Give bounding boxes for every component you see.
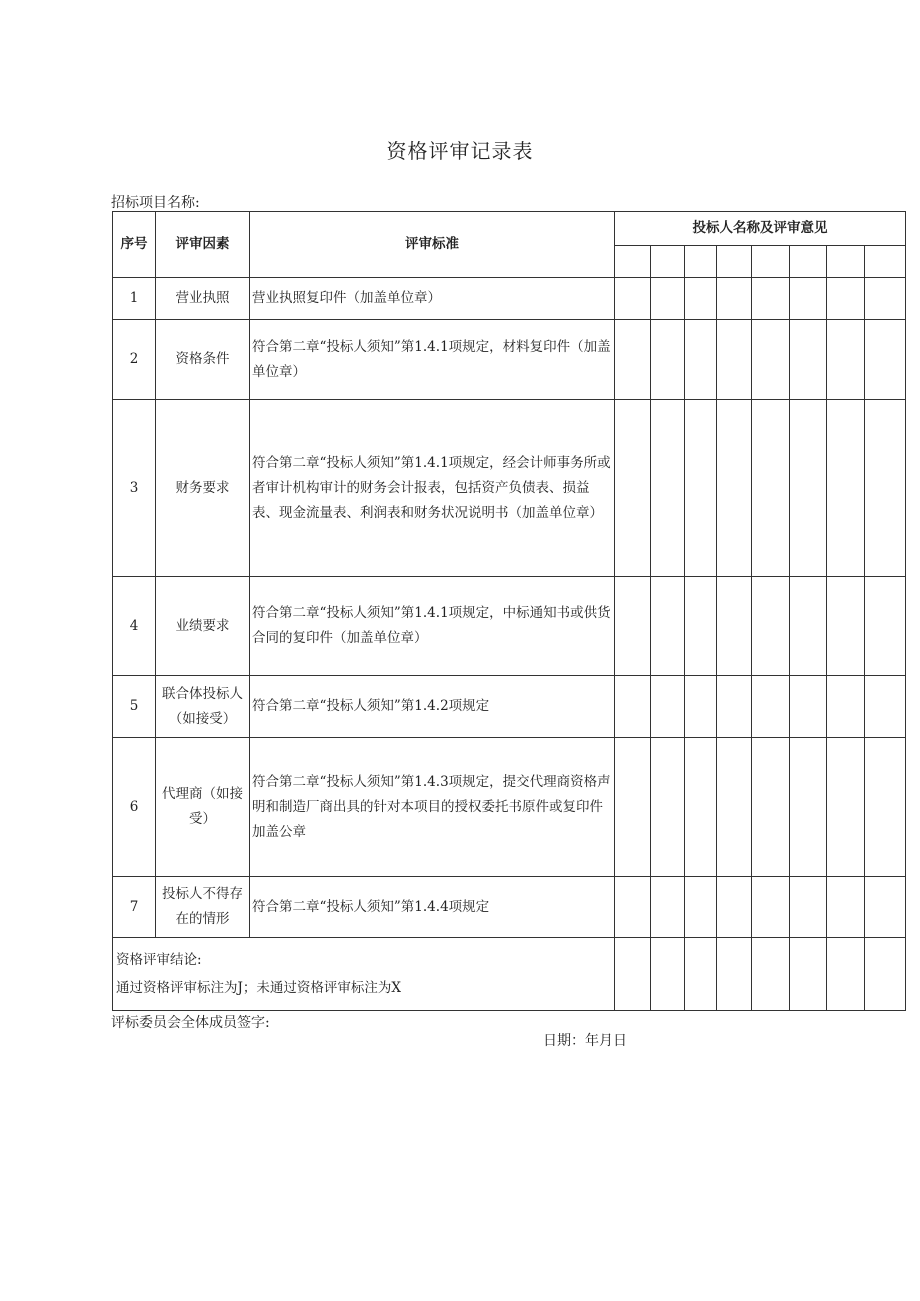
evaluation-cell[interactable] (651, 320, 685, 400)
row-criteria: 符合第二章“投标人须知”第1.4.1项规定，经会计师事务所或者审计机构审计的财务会计报表，包括资产负债表、损益表、现金流量表、利润表和财务状况说明书（加盖单位章） (250, 400, 615, 577)
row-seq: 7 (113, 877, 156, 938)
row-factor: 代理商（如接受） (156, 738, 250, 877)
evaluation-cell[interactable] (651, 676, 685, 738)
row-factor: 营业执照 (156, 278, 250, 320)
evaluation-cell[interactable] (615, 877, 651, 938)
evaluation-cell[interactable] (790, 278, 827, 320)
evaluation-cell[interactable] (827, 877, 865, 938)
bidder-column[interactable] (752, 246, 790, 278)
evaluation-cell[interactable] (827, 577, 865, 676)
conclusion-result-cell[interactable] (790, 938, 827, 1011)
row-factor: 资格条件 (156, 320, 250, 400)
evaluation-cell[interactable] (717, 320, 752, 400)
header-factor: 评审因素 (156, 212, 250, 278)
evaluation-cell[interactable] (827, 676, 865, 738)
evaluation-cell[interactable] (752, 400, 790, 577)
project-name-label: 招标项目名称: (111, 195, 200, 211)
evaluation-cell[interactable] (752, 320, 790, 400)
review-table (112, 211, 906, 1011)
evaluation-cell[interactable] (651, 400, 685, 577)
evaluation-cell[interactable] (717, 400, 752, 577)
conclusion-result-cell[interactable] (651, 938, 685, 1011)
evaluation-cell[interactable] (717, 738, 752, 877)
evaluation-cell[interactable] (615, 577, 651, 676)
evaluation-cell[interactable] (717, 278, 752, 320)
evaluation-cell[interactable] (615, 320, 651, 400)
conclusion-label: 资格评审结论: (116, 952, 202, 968)
row-criteria: 符合第二章“投标人须知”第1.4.4项规定 (250, 877, 615, 938)
evaluation-cell[interactable] (790, 676, 827, 738)
header-criteria: 评审标准 (250, 212, 615, 278)
evaluation-cell[interactable] (651, 278, 685, 320)
row-criteria: 符合第二章“投标人须知”第1.4.2项规定 (250, 676, 615, 738)
evaluation-cell[interactable] (790, 320, 827, 400)
row-criteria: 符合第二章“投标人须知”第1.4.1项规定，中标通知书或供货合同的复印件（加盖单位章） (250, 577, 615, 676)
evaluation-cell[interactable] (752, 577, 790, 676)
evaluation-cell[interactable] (685, 577, 717, 676)
row-factor: 业绩要求 (156, 577, 250, 676)
conclusion-result-cell[interactable] (717, 938, 752, 1011)
evaluation-cell[interactable] (651, 738, 685, 877)
conclusion-note: 通过资格评审标注为J；未通过资格评审标注为X (116, 980, 402, 996)
evaluation-cell[interactable] (717, 577, 752, 676)
evaluation-cell[interactable] (685, 320, 717, 400)
row-factor: 投标人不得存在的情形 (156, 877, 250, 938)
bidder-column[interactable] (651, 246, 685, 278)
evaluation-cell[interactable] (615, 278, 651, 320)
table-row (113, 877, 906, 938)
table-row (113, 577, 906, 676)
evaluation-cell[interactable] (615, 400, 651, 577)
evaluation-cell[interactable] (865, 278, 906, 320)
table-row (113, 676, 906, 738)
table-row (113, 278, 906, 320)
evaluation-cell[interactable] (717, 676, 752, 738)
evaluation-cell[interactable] (752, 877, 790, 938)
row-factor: 联合体投标人（如接受） (156, 676, 250, 738)
evaluation-cell[interactable] (865, 400, 906, 577)
evaluation-cell[interactable] (615, 676, 651, 738)
evaluation-cell[interactable] (752, 278, 790, 320)
signature-label: 评标委员会全体成员签字: (111, 1015, 270, 1031)
evaluation-cell[interactable] (865, 320, 906, 400)
row-seq: 6 (113, 738, 156, 877)
conclusion-result-cell[interactable] (865, 938, 906, 1011)
bidder-column[interactable] (717, 246, 752, 278)
evaluation-cell[interactable] (790, 577, 827, 676)
evaluation-cell[interactable] (752, 738, 790, 877)
bidder-column[interactable] (827, 246, 865, 278)
evaluation-cell[interactable] (717, 877, 752, 938)
date-label: 日期：年月日 (543, 1033, 627, 1049)
conclusion-cell (113, 938, 615, 1011)
bidder-column[interactable] (615, 246, 651, 278)
header-bidders: 投标人名称及评审意见 (615, 212, 906, 246)
evaluation-cell[interactable] (685, 676, 717, 738)
conclusion-row (113, 938, 906, 1011)
evaluation-cell[interactable] (651, 577, 685, 676)
row-seq: 2 (113, 320, 156, 400)
row-seq: 1 (113, 278, 156, 320)
evaluation-cell[interactable] (827, 400, 865, 577)
evaluation-cell[interactable] (865, 676, 906, 738)
row-seq: 5 (113, 676, 156, 738)
evaluation-cell[interactable] (790, 400, 827, 577)
evaluation-cell[interactable] (790, 738, 827, 877)
evaluation-cell[interactable] (865, 738, 906, 877)
table-row (113, 320, 906, 400)
evaluation-cell[interactable] (752, 676, 790, 738)
evaluation-cell[interactable] (685, 738, 717, 877)
evaluation-cell[interactable] (615, 738, 651, 877)
evaluation-cell[interactable] (685, 877, 717, 938)
bidder-column[interactable] (865, 246, 906, 278)
evaluation-cell[interactable] (865, 577, 906, 676)
table-row (113, 738, 906, 877)
conclusion-result-cell[interactable] (752, 938, 790, 1011)
evaluation-cell[interactable] (827, 278, 865, 320)
evaluation-cell[interactable] (651, 877, 685, 938)
evaluation-cell[interactable] (865, 877, 906, 938)
evaluation-cell[interactable] (685, 278, 717, 320)
conclusion-result-cell[interactable] (685, 938, 717, 1011)
bidder-column[interactable] (790, 246, 827, 278)
header-row-top (113, 212, 906, 246)
bidder-column[interactable] (685, 246, 717, 278)
row-criteria: 营业执照复印件（加盖单位章） (250, 278, 615, 320)
page-title: 资格评审记录表 (386, 139, 534, 163)
conclusion-result-cell[interactable] (827, 938, 865, 1011)
row-factor: 财务要求 (156, 400, 250, 577)
evaluation-cell[interactable] (685, 400, 717, 577)
header-seq: 序号 (113, 212, 156, 278)
evaluation-cell[interactable] (790, 877, 827, 938)
row-criteria: 符合第二章“投标人须知”第1.4.3项规定，提交代理商资格声明和制造厂商出具的针对本项目的授权委托书原件或复印件加盖公章 (250, 738, 615, 877)
row-seq: 4 (113, 577, 156, 676)
table-row (113, 400, 906, 577)
row-seq: 3 (113, 400, 156, 577)
conclusion-result-cell[interactable] (615, 938, 651, 1011)
evaluation-cell[interactable] (827, 320, 865, 400)
evaluation-cell[interactable] (827, 738, 865, 877)
row-criteria: 符合第二章“投标人须知”第1.4.1项规定，材料复印件（加盖单位章） (250, 320, 615, 400)
